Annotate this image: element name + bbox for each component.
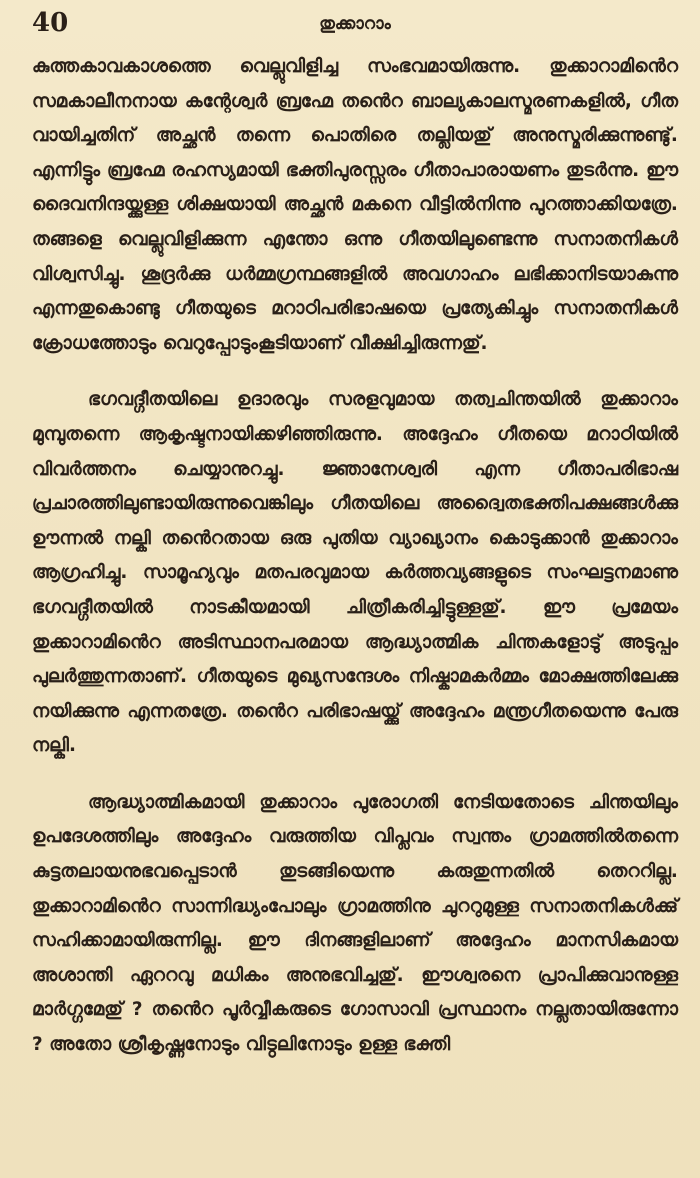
paragraph-1: കുത്തകാവകാശത്തെ വെല്ലുവിളിച്ച സംഭവമായിരുന്നു. തുക്കാറാമിൻെറ സമകാലീനനായ കന്റേശ്വർ ബ്രഹ്മേ തൻെറ ബാല്യകാലസ്മരണകളിൽ, ഗീത വായിച്ചതിന് അച്ഛൻ തന്നെ പൊതിരെ തല്ലിയതു് അനുസ്മരിക്കുന്നുണ്ടു്. എന്നിട്ടും ബ്രഹ്മേ രഹസ്യമായി ഭക്തിപുരസ്സരം ഗീതാപാരായണം തുടർന്നു. ഈ ദൈവനിന്ദയ്ക്കുള്ള ശിക്ഷയായി അച്ഛൻ മകനെ വീട്ടിൽനിന്നു പുറത്താക്കിയത്രേ. തങ്ങളെ വെല്ലുവിളിക്കുന്ന എന്തോ ഒന്നു ഗീതയിലുണ്ടെന്നു സനാതനികൾ വിശ്വസിച്ചു. ശൂദ്രർക്കു ധർമ്മഗ്രന്ഥങ്ങളിൽ അവഗാഹം ലഭിക്കാനിടയാകുന്നു എന്നതുകൊണ്ടു ഗീതയുടെ മറാഠിപരിഭാഷയെ പ്രത്യേകിച്ചും സനാതനികൾ ക്രോധത്തോടും വെറുപ്പോടുംകൂടിയാണ് വീക്ഷിച്ചിരുന്നതു്. <box>32 56 678 354</box>
page-number: 40 <box>32 8 69 38</box>
body-text <box>32 50 678 1063</box>
paragraph-2: ഭഗവദ്ഗീതയിലെ ഉദാരവും സരളവുമായ തത്വചിന്തയിൽ തുക്കാറാം മുമ്പുതന്നെ ആകൃഷ്ടനായിക്കഴിഞ്ഞിരുന്നു. അദ്ദേഹം ഗീതയെ മറാഠിയിൽ വിവർത്തനം ചെയ്യാനുറച്ചു. ജ്ഞാനേശ്വരി എന്ന ഗീതാപരിഭാഷ പ്രചാരത്തിലുണ്ടായിരുന്നുവെങ്കിലും ഗീതയിലെ അദ്വൈതഭക്തിപക്ഷങ്ങൾക്കു ഊന്നൽ നല്കി തൻെറതായ ഒരു പുതിയ വ്യാഖ്യാനം കൊടുക്കാൻ തുക്കാറാം ആഗ്രഹിച്ചു. സാമൂഹ്യവും മതപരവുമായ കർത്തവ്യങ്ങളുടെ സംഘട്ടനമാണു ഭഗവദ്ഗീതയിൽ നാടകീയമായി ചിത്രീകരിച്ചിട്ടുള്ളതു്. ഈ പ്രമേയം തുക്കാറാമിൻെറ അടിസ്ഥാനപരമായ ആദ്ധ്യാത്മിക ചിന്തകളോടു് അടുപ്പം പുലർത്തുന്നതാണ്. ഗീതയുടെ മുഖ്യസന്ദേശം നിഷ്കാമകർമ്മം മോക്ഷത്തിലേക്കു നയിക്കുന്നു എന്നതത്രേ. തൻെറ പരിഭാഷയ്ക്കു് അദ്ദേഹം മന്ത്രഗീതയെന്നു പേരു നല്കി. <box>32 389 678 757</box>
paragraph-3: ആദ്ധ്യാത്മികമായി തുക്കാറാം പുരോഗതി നേടിയതോടെ ചിന്തയിലും ഉപദേശത്തിലും അദ്ദേഹം വരുത്തിയ വിപ്ലവം സ്വന്തം ഗ്രാമത്തിൽതന്നെ കുട്ടതലായനുഭവപ്പെടാൻ തുടങ്ങിയെന്നു കരുതുന്നതിൽ തെററില്ല. തുക്കാറാമിൻെറ സാന്നിദ്ധ്യംപോലും ഗ്രാമത്തിനു ചുററുമുള്ള സനാതനികൾക്കു് സഹിക്കാമായിരുന്നില്ല. ഈ ദിനങ്ങളിലാണ് അദ്ദേഹം മാനസികമായ അശാന്തി ഏററവു മധികം അനുഭവിച്ചതു്. ഈശ്വരനെ പ്രാപിക്കുവാനുള്ള മാർഗ്ഗമേതു് ? തൻെറ പൂർവ്വീകരുടെ ഗോസാവി പ്രസ്ഥാനം നല്ലതായിരുന്നോ ? അതോ ശ്രീകൃഷ്ണനോടും വിട്ഠലിനോടും ഉള്ള ഭക്തി <box>32 791 678 1056</box>
running-title: തുക്കാറാം <box>319 14 391 34</box>
running-head <box>32 6 678 46</box>
